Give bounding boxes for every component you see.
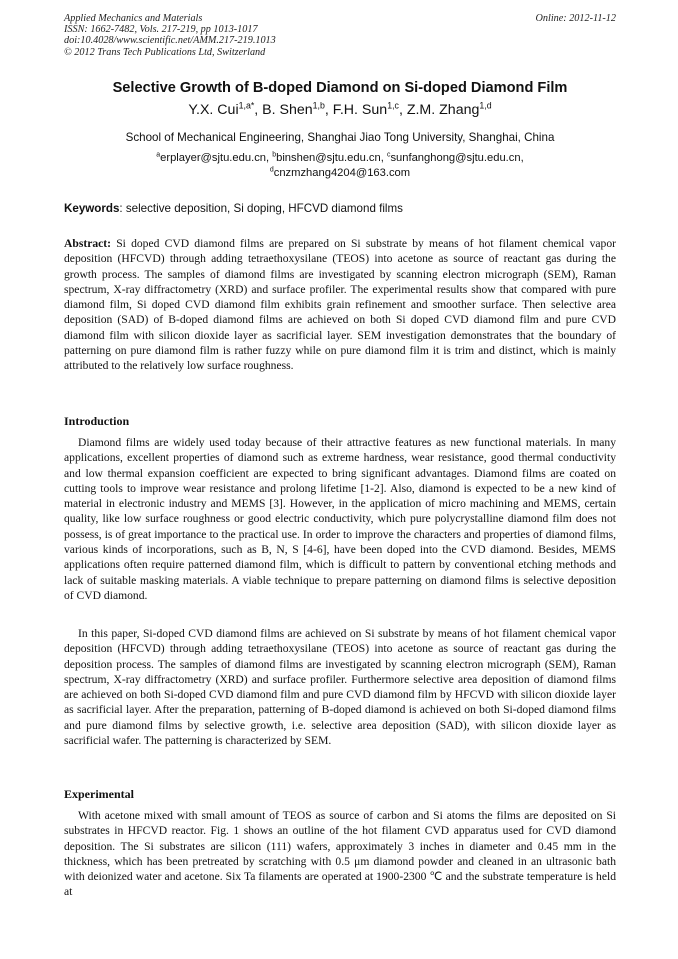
email-mark: b — [272, 151, 277, 159]
abstract-label: Abstract: — [64, 237, 112, 250]
author-affil-mark: 1,b — [312, 100, 325, 111]
email-mark: c — [386, 151, 391, 159]
author-name: F.H. Sun — [332, 102, 388, 118]
author-affil-mark: 1,c — [387, 100, 399, 111]
abstract — [64, 236, 616, 374]
introduction-paragraph-2: In this paper, Si-doped CVD diamond films are achieved on Si substrate by means of hot filament chemical vapor deposition (HFCVD) through adding tetraethoxysilane (TEOS) into acetone as source of reactant gas during the deposition process. The samples of diamond films are investigated by scanning electron micrograph (SEM), Raman spectrum, X-ray diffractometry (XRD) and surface profiler. Furthermore selective area deposition of diamond films are achieved on both Si-doped CVD diamond film and pure CVD diamond film by HFCVD with silicon dioxide layer as sacrificial layer. After the preparation, patterning of B-doped diamond is achieved on both Si-doped diamond films and pure diamond films by selective growth, i.e. selective area deposition (SAD), with silicon dioxide layer as sacrificial wafer. The patterning is characterized by SEM. — [64, 627, 616, 748]
author-name: Y.X. Cui — [188, 102, 239, 118]
email-address: binshen@sjtu.edu.cn — [276, 152, 381, 164]
affiliation: School of Mechanical Engineering, Shanghai Jiao Tong University, Shanghai, China — [125, 131, 555, 144]
journal-name: Applied Mechanics and Materials — [64, 13, 203, 24]
author-affil-mark: 1,d — [479, 100, 492, 111]
paper-title: Selective Growth of B-doped Diamond on Si-doped Diamond Film — [112, 80, 568, 96]
author-list: Y.X. Cui$^{1,a*}$, B. Shen$^{1,b}$, F.H. Sun$^{1,c}$, Z.M. Zhang$^{1,d}$ — [188, 100, 492, 118]
email-list: $^a$erplayer@sjtu.edu.cn, $^b$binshen@sjtu.edu.cn, $^c$sunfanghong@sjtu.edu.cn, $^d$cnzmzhang4204@163.com — [156, 151, 524, 179]
doi-line: doi:10.4028/www.scientific.net/AMM.217-219.1013 — [64, 35, 276, 47]
email-address: sunfanghong@sjtu.edu.cn — [390, 152, 521, 164]
email-address: erplayer@sjtu.edu.cn — [160, 152, 267, 164]
experimental-heading: Experimental — [64, 787, 134, 801]
keywords-text: : selective deposition, Si doping, HFCVD diamond films — [119, 202, 403, 215]
author-name: B. Shen — [262, 102, 313, 118]
introduction-heading: Introduction — [64, 414, 130, 428]
issn-line: ISSN: 1662-7482, Vols. 217-219, pp 1013-1017 — [64, 24, 258, 36]
experimental-paragraph-1: With acetone mixed with small amount of TEOS as source of carbon and Si atoms the films are deposited on Si substrates in HFCVD reactor. Fig. 1 shows an outline of the hot filament CVD apparatus used for CVD diamond deposition. The Si substrates are silicon (111) wafers, approximately 3 inches in diameter and 0.45 mm in the thickness, which has been pretreated by scratching with 0.5 μm diamond powder and cleaned in an ultrasonic bath with deionized water and acetone. Six Ta filaments are operated at 1900-2300 ℃ and the substrate temperature is held at — [64, 809, 616, 899]
keywords — [64, 201, 616, 216]
email-address: cnzmzhang4204@163.com — [273, 166, 411, 179]
journal-header — [64, 13, 616, 58]
author-affil-mark: 1,a* — [238, 100, 255, 111]
introduction-paragraph-1: Diamond films are widely used today because of their attractive features as new functional materials. In many applications, excellent properties of diamond such as extreme hardness, wear resistance, good thermal conductivity and low thermal expansion coefficient are expected to bring significant advantages. Diamond films are coated on cutting tools to improve wear resistance and prolong lifetime [1-2]. Also, diamond is expected to be a new kind of material in electronic industry and MEMS [3]. However, in the application of micro machining and MEMS, certain quality, like low surface roughness or good electric conductivity, which pure polycrystalline diamond film does not possess, is of great importance to the practical use. In order to improve the characters and properties of diamond films, various kinds of incorporations, such as B, N, S [4-6], have been doped into the CVD diamond. Besides, MEMS applications often require patterned diamond film, which is difficult to pattern by conventional etching methods and lack of suitable masking materials. A viable technique to prepare patterning on diamond films is selective deposition of CVD diamond. — [64, 436, 616, 602]
author-name: Z.M. Zhang — [406, 102, 480, 118]
email-mark: a — [156, 151, 161, 159]
email-mark: d — [269, 165, 274, 173]
online-date: Online: 2012-11-12 — [535, 13, 616, 24]
copyright-line: © 2012 Trans Tech Publications Ltd, Switzerland — [64, 46, 266, 58]
abstract-text: Si doped CVD diamond films are prepared on Si substrate by means of hot filament chemical vapor deposition (HFCVD) through adding tetraethoxysilane (TEOS) into acetone as source of reactant gas during the growth process. The samples of diamond films are investigated by scanning electron micrograph (SEM), Raman spectrum, X-ray diffractometry (XRD) and surface profiler. The experimental results show that compared with pure diamond film, Si doped CVD diamond film exhibits grain refinement and smoother surface. Then selective area deposition (SAD) of B-doped diamond films are achieved on both Si doped CVD diamond film and pure CVD diamond film with silicon dioxide layer as sacrificial layer. SEM investigation demonstrates that the boundary of patterning on pure diamond film is rather fuzzy while on pure diamond film it is trim and distinct, which is mainly attributed to the relatively low surface roughness. — [64, 237, 616, 373]
keywords-label: Keywords — [64, 202, 120, 215]
